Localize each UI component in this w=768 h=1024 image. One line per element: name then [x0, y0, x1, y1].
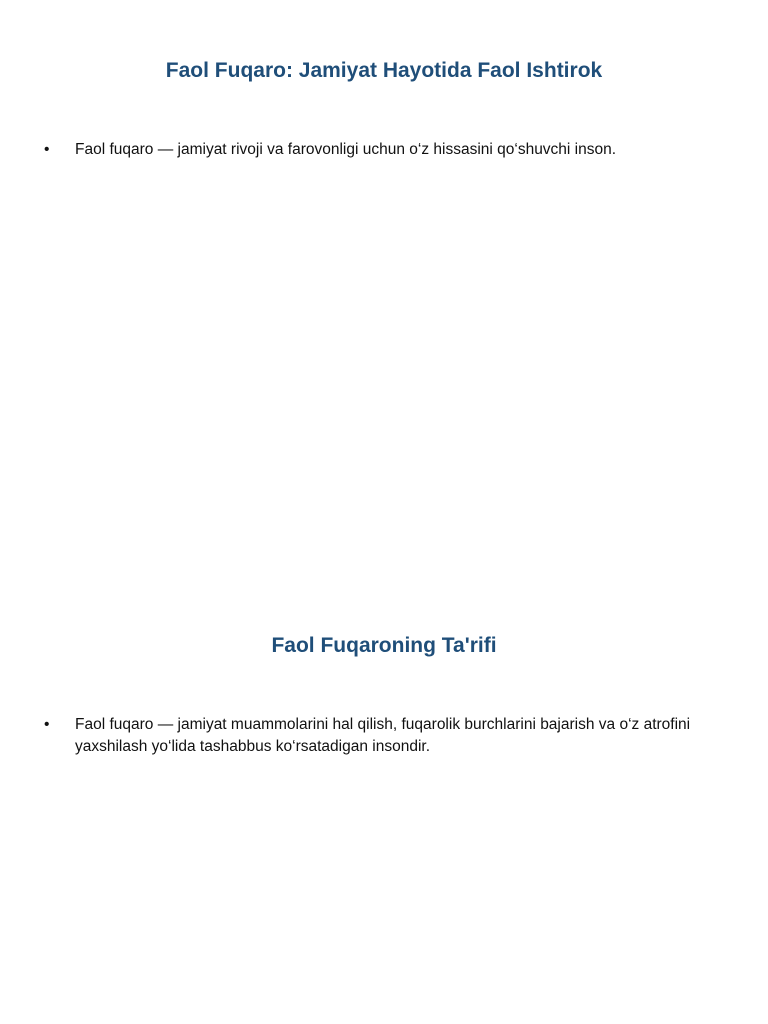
slide-2 — [0, 512, 768, 1024]
bullet-item — [44, 714, 734, 758]
bullet-item — [44, 139, 734, 161]
bullet-text: Faol fuqaro — jamiyat muammolarini hal qilish, fuqarolik burchlarini bajarish va o‘z atrofini yaxshilash yo‘lida tashabbus ko‘rsatadigan insondir. — [75, 716, 691, 755]
bullet-text: Faol fuqaro — jamiyat rivoji va farovonligi uchun o‘z hissasini qo‘shuvchi inson. — [75, 141, 617, 158]
slide-title: Faol Fuqaroning Ta'rifi — [271, 634, 497, 657]
bullet-marker: • — [44, 141, 50, 158]
bullet-marker: • — [44, 716, 50, 733]
slide-title: Faol Fuqaro: Jamiyat Hayotida Faol Ishtirok — [165, 59, 603, 82]
